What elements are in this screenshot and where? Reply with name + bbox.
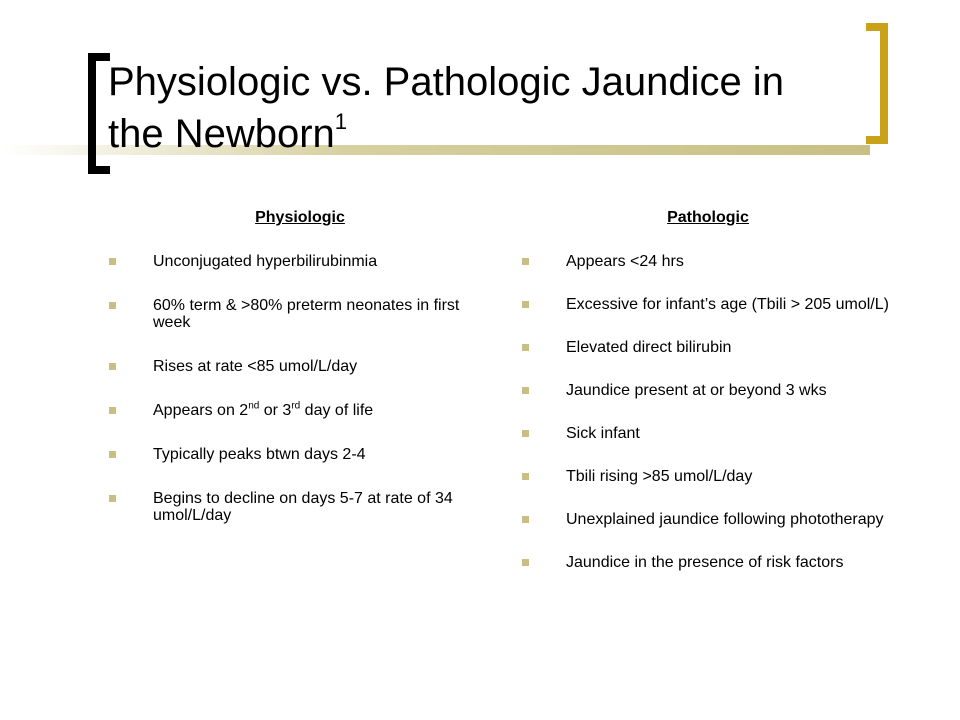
physiologic-heading: Physiologic [255,209,345,226]
list-item [513,511,913,528]
list-item-text: Sick infant [566,425,640,442]
list-item [513,296,913,313]
pathologic-column [513,209,913,597]
list-item-text [153,402,373,419]
list-item [100,297,490,331]
text-fragment: or 3 [259,402,292,419]
square-bullet-icon [109,495,116,502]
list-item [513,425,913,442]
list-item [513,554,913,571]
list-item-text: Excessive for infant’s age (Tbili > 205 umol/L) [566,296,889,313]
square-bullet-icon [522,344,529,351]
square-bullet-icon [522,387,529,394]
square-bullet-icon [109,302,116,309]
list-item [513,339,913,356]
title-line-1: Physiologic vs. Pathologic Jaundice in [108,60,784,104]
list-item [100,253,490,270]
square-bullet-icon [522,430,529,437]
text-fragment: day of life [300,402,374,419]
list-item [100,358,490,375]
ordinal-superscript: nd [248,400,260,412]
list-item-text: Elevated direct bilirubin [566,339,732,356]
ordinal-superscript: rd [291,400,301,412]
title-line-2-text: the Newborn [108,112,335,156]
list-item [100,402,490,419]
pathologic-heading: Pathologic [667,209,749,226]
square-bullet-icon [522,301,529,308]
list-item-text: Unconjugated hyperbilirubinmia [153,253,378,270]
list-item-text: Appears <24 hrs [566,253,684,270]
physiologic-column [100,209,490,551]
square-bullet-icon [109,258,116,265]
list-item [513,382,913,399]
square-bullet-icon [522,559,529,566]
list-item [513,468,913,485]
square-bullet-icon [109,451,116,458]
square-bullet-icon [522,258,529,265]
title-line-2 [108,108,848,160]
physiologic-list [100,253,490,524]
list-item-text: Tbili rising >85 umol/L/day [566,468,753,485]
slide-title [108,56,848,160]
list-item-text: Jaundice present at or beyond 3 wks [566,382,827,399]
list-item-text: Jaundice in the presence of risk factors [566,554,844,571]
list-item-text: Begins to decline on days 5-7 at rate of 34 umol/L/day [153,490,453,524]
title-reference-superscript: 1 [334,109,348,134]
right-bracket-decoration [866,23,888,144]
list-item [100,446,490,463]
square-bullet-icon [109,363,116,370]
list-item-text: Rises at rate <85 umol/L/day [153,358,358,375]
square-bullet-icon [522,516,529,523]
square-bullet-icon [522,473,529,480]
pathologic-list [513,253,913,571]
square-bullet-icon [109,407,116,414]
list-item [100,490,490,524]
text-fragment: Appears on 2 [153,402,249,419]
list-item [513,253,913,270]
list-item-text: Unexplained jaundice following phototherapy [566,511,884,528]
left-bracket-decoration [88,53,110,174]
list-item-text: Typically peaks btwn days 2-4 [153,446,366,463]
list-item-text: 60% term & >80% preterm neonates in first week [153,297,460,331]
